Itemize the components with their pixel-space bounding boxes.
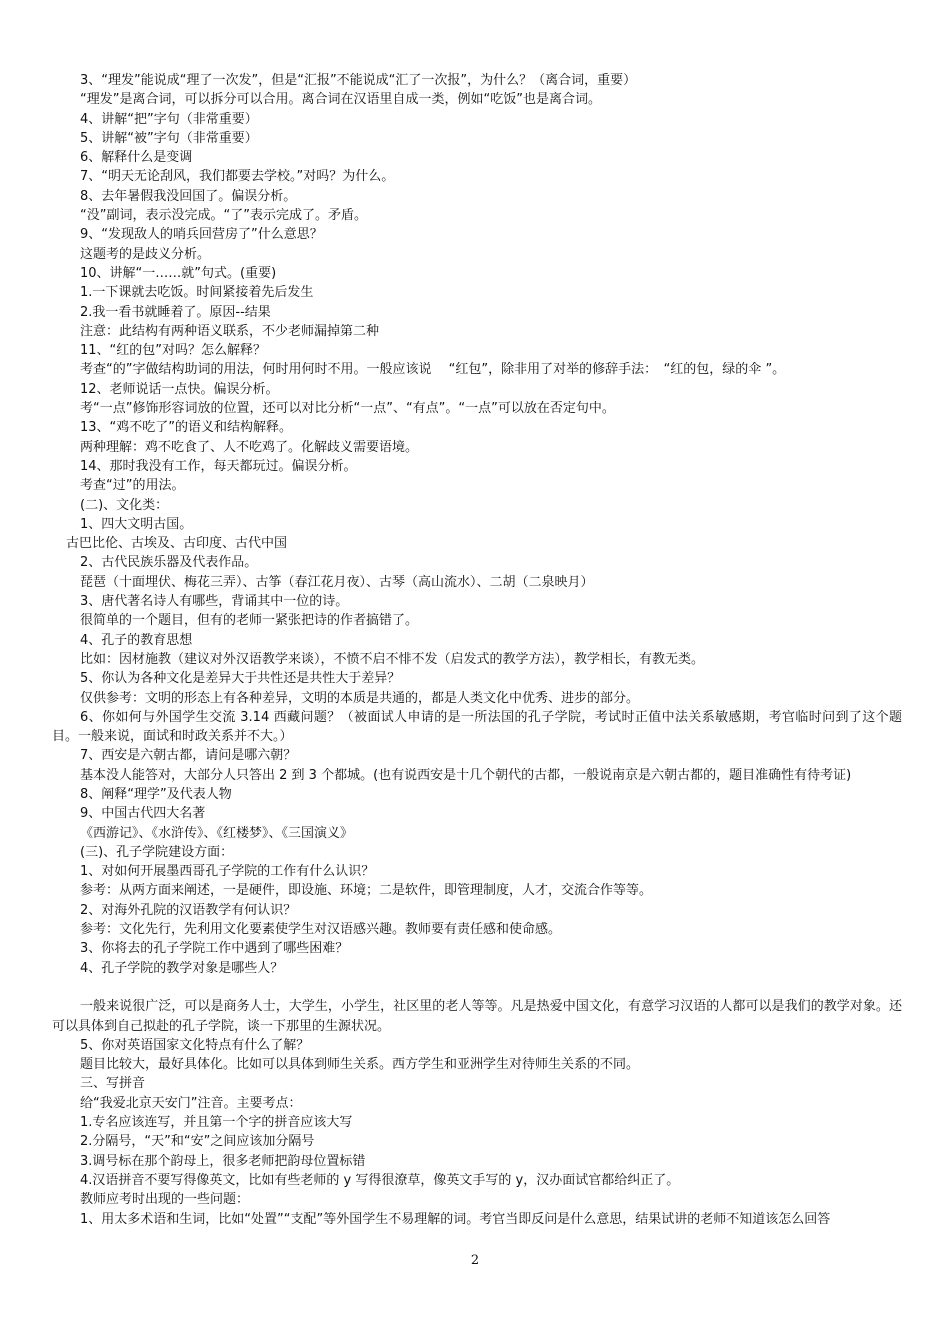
text-line: 4、孔子的教育思想 [80,632,193,648]
text-line: 题目比较大，最好具体化。比如可以具体到师生关系。西方学生和亚洲学生对待师生关系的不同。 [80,1057,640,1073]
text-line: 参考：从两方面来阐述，一是硬件，即设施、环境；二是软件，即管理制度，人才，交流合作等等。 [80,883,653,899]
section-heading: 三、写拼音 [80,1076,146,1092]
text-line: 注意：此结构有两种语义联系，不少老师漏掉第二种 [80,323,380,339]
text-line: 4.汉语拼音不要写得像英文，比如有些老师的 y 写得很潦草，像英文手写的 y，汉办面试官都给纠正了。 [80,1172,680,1188]
document-body [52,71,902,1229]
text-line: 2.我一看书就睡着了。原因--结果 [80,304,271,320]
text-paragraph: 6、你如何与外国学生交流 3.14 西藏问题？（被面试人申请的是一所法国的孔子学院，考试时正值中法关系敏感期，考官临时问到了这个题目。一般来说，面试和时政关系并不大。） [52,709,902,745]
text-line: 教师应考时出现的一些问题： [80,1192,250,1208]
text-line: 这题考的是歧义分析。 [80,246,211,262]
text-line: 1、用太多术语和生词，比如“处置”“支配”等外国学生不易理解的词。考官当即反问是什么意思，结果试讲的老师不知道该怎么回答 [80,1211,831,1227]
text-line: 4、讲解“把”字句（非常重要） [80,111,258,127]
text-line: 4、孔子学院的教学对象是哪些人？ [80,960,284,976]
text-line: 11、“红的包”对吗？怎么解释？ [80,343,267,359]
text-line: 考“一点”修饰形容词放的位置，还可以对比分析“一点”、“有点”。“一点”可以放在否定句中。 [80,401,615,417]
text-line: 参考：文化先行，先利用文化要素使学生对汉语感兴趣。教师要有责任感和使命感。 [80,922,562,938]
text-line: 1.一下课就去吃饭。时间紧接着先后发生 [80,285,314,301]
text-line: 5、你认为各种文化是差异大于共性还是共性大于差异？ [80,671,401,687]
text-line: 5、讲解“被”字句（非常重要） [80,130,258,146]
text-line: 仅供参考：文明的形态上有各种差异，文明的本质是共通的，都是人类文化中优秀、进步的部分。 [80,690,640,706]
text-line: 3、唐代著名诗人有哪些，背诵其中一位的诗。 [80,594,349,610]
section-heading: (二)、文化类： [80,497,169,513]
text-line: 给“我爱北京天安门”注音。主要考点： [80,1095,302,1111]
text-line: 14、那时我没有工作，每天都玩过。偏误分析。 [80,458,357,474]
text-paragraph: 基本没人能答对，大部分人只答出 2 到 3 个都城。(也有说西安是十几个朝代的古都，一般说南京是六朝古都的，题目准确性有待考证) [80,767,852,783]
text-paragraph: 一般来说很广泛，可以是商务人士，大学生，小学生，社区里的老人等等。凡是热爱中国文化，有意学习汉语的人都可以是我们的教学对象。还可以具体到自己拟赴的孔子学院，谈一下那里的生源状况。 [52,999,902,1034]
text-line: 很简单的一个题目，但有的老师一紧张把诗的作者搞错了。 [80,613,419,629]
text-line: 9、中国古代四大名著 [80,806,206,822]
text-line: 1.专名应该连写，并且第一个字的拼音应该大写 [80,1115,353,1131]
text-line: “理发”是离合词，可以拆分可以合用。离合词在汉语里自成一类，例如“吃饭”也是离合词。 [80,92,601,108]
text-line: 8、去年暑假我没回国了。偏误分析。 [80,188,297,204]
text-line: 3.调号标在那个韵母上，很多老师把韵母位置标错 [80,1153,366,1169]
text-line: 12、老师说话一点快。偏误分析。 [80,381,279,397]
text-line: 1、对如何开展墨西哥孔子学院的工作有什么认识？ [80,864,375,880]
text-line: 古巴比伦、古埃及、古印度、古代中国 [66,536,288,552]
text-line: 考查“过”的用法。 [80,478,185,494]
text-line: 5、你对英语国家文化特点有什么了解？ [80,1037,310,1053]
text-line: 比如：因材施教（建议对外汉语教学来谈），不愤不启不悱不发（启发式的教学方法），教学相长，有教无类。 [80,651,705,667]
text-line: 3、你将去的孔子学院工作中遇到了哪些困难？ [80,941,349,957]
text-line: 2、古代民族乐器及代表作品。 [80,555,258,571]
text-line: 《西游记》、《水浒传》、《红楼梦》、《三国演义》 [80,825,354,841]
text-line: 10、讲解“一……就”句式。(重要) [80,265,277,281]
text-line: 7、“明天无论刮风，我们都要去学校。”对吗？为什么。 [80,169,395,185]
text-line: 2.分隔号，“天”和“安”之间应该加分隔号 [80,1134,315,1150]
section-heading: (三)、孔子学院建设方面： [80,844,234,860]
text-line: 8、阐释“理学”及代表人物 [80,786,232,802]
text-line: 两种理解：鸡不吃食了、人不吃鸡了。化解歧义需要语境。 [80,439,419,455]
text-line: 1、四大文明古国。 [80,516,193,532]
blank-line [52,978,902,997]
text-line: 9、“发现敌人的哨兵回营房了”什么意思？ [80,227,323,243]
text-line: 3、“理发”能说成“理了一次发”，但是“汇报”不能说成“汇了一次报”，为什么？（离合词，重要） [80,73,637,88]
text-line: 7、西安是六朝古都，请问是哪六朝？ [80,748,297,764]
text-line: 考查“的”字做结构助词的用法，何时用何时不用。一般应该说 “红包”，除非用了对举的修辞手法： “红的包，绿的伞 ”。 [80,362,786,378]
page-number: 2 [470,1253,480,1268]
text-line: 13、“鸡不吃了”的语义和结构解释。 [80,420,293,436]
text-line: “没”副词，表示没完成。“了”表示完成了。矛盾。 [80,208,367,224]
text-line: 2、对海外孔院的汉语教学有何认识？ [80,902,297,918]
text-line: 6、解释什么是变调 [80,150,193,166]
text-line: 琵琶（十面埋伏、梅花三弄）、古筝（春江花月夜）、古琴（高山流水）、二胡（二泉映月） [80,574,594,590]
